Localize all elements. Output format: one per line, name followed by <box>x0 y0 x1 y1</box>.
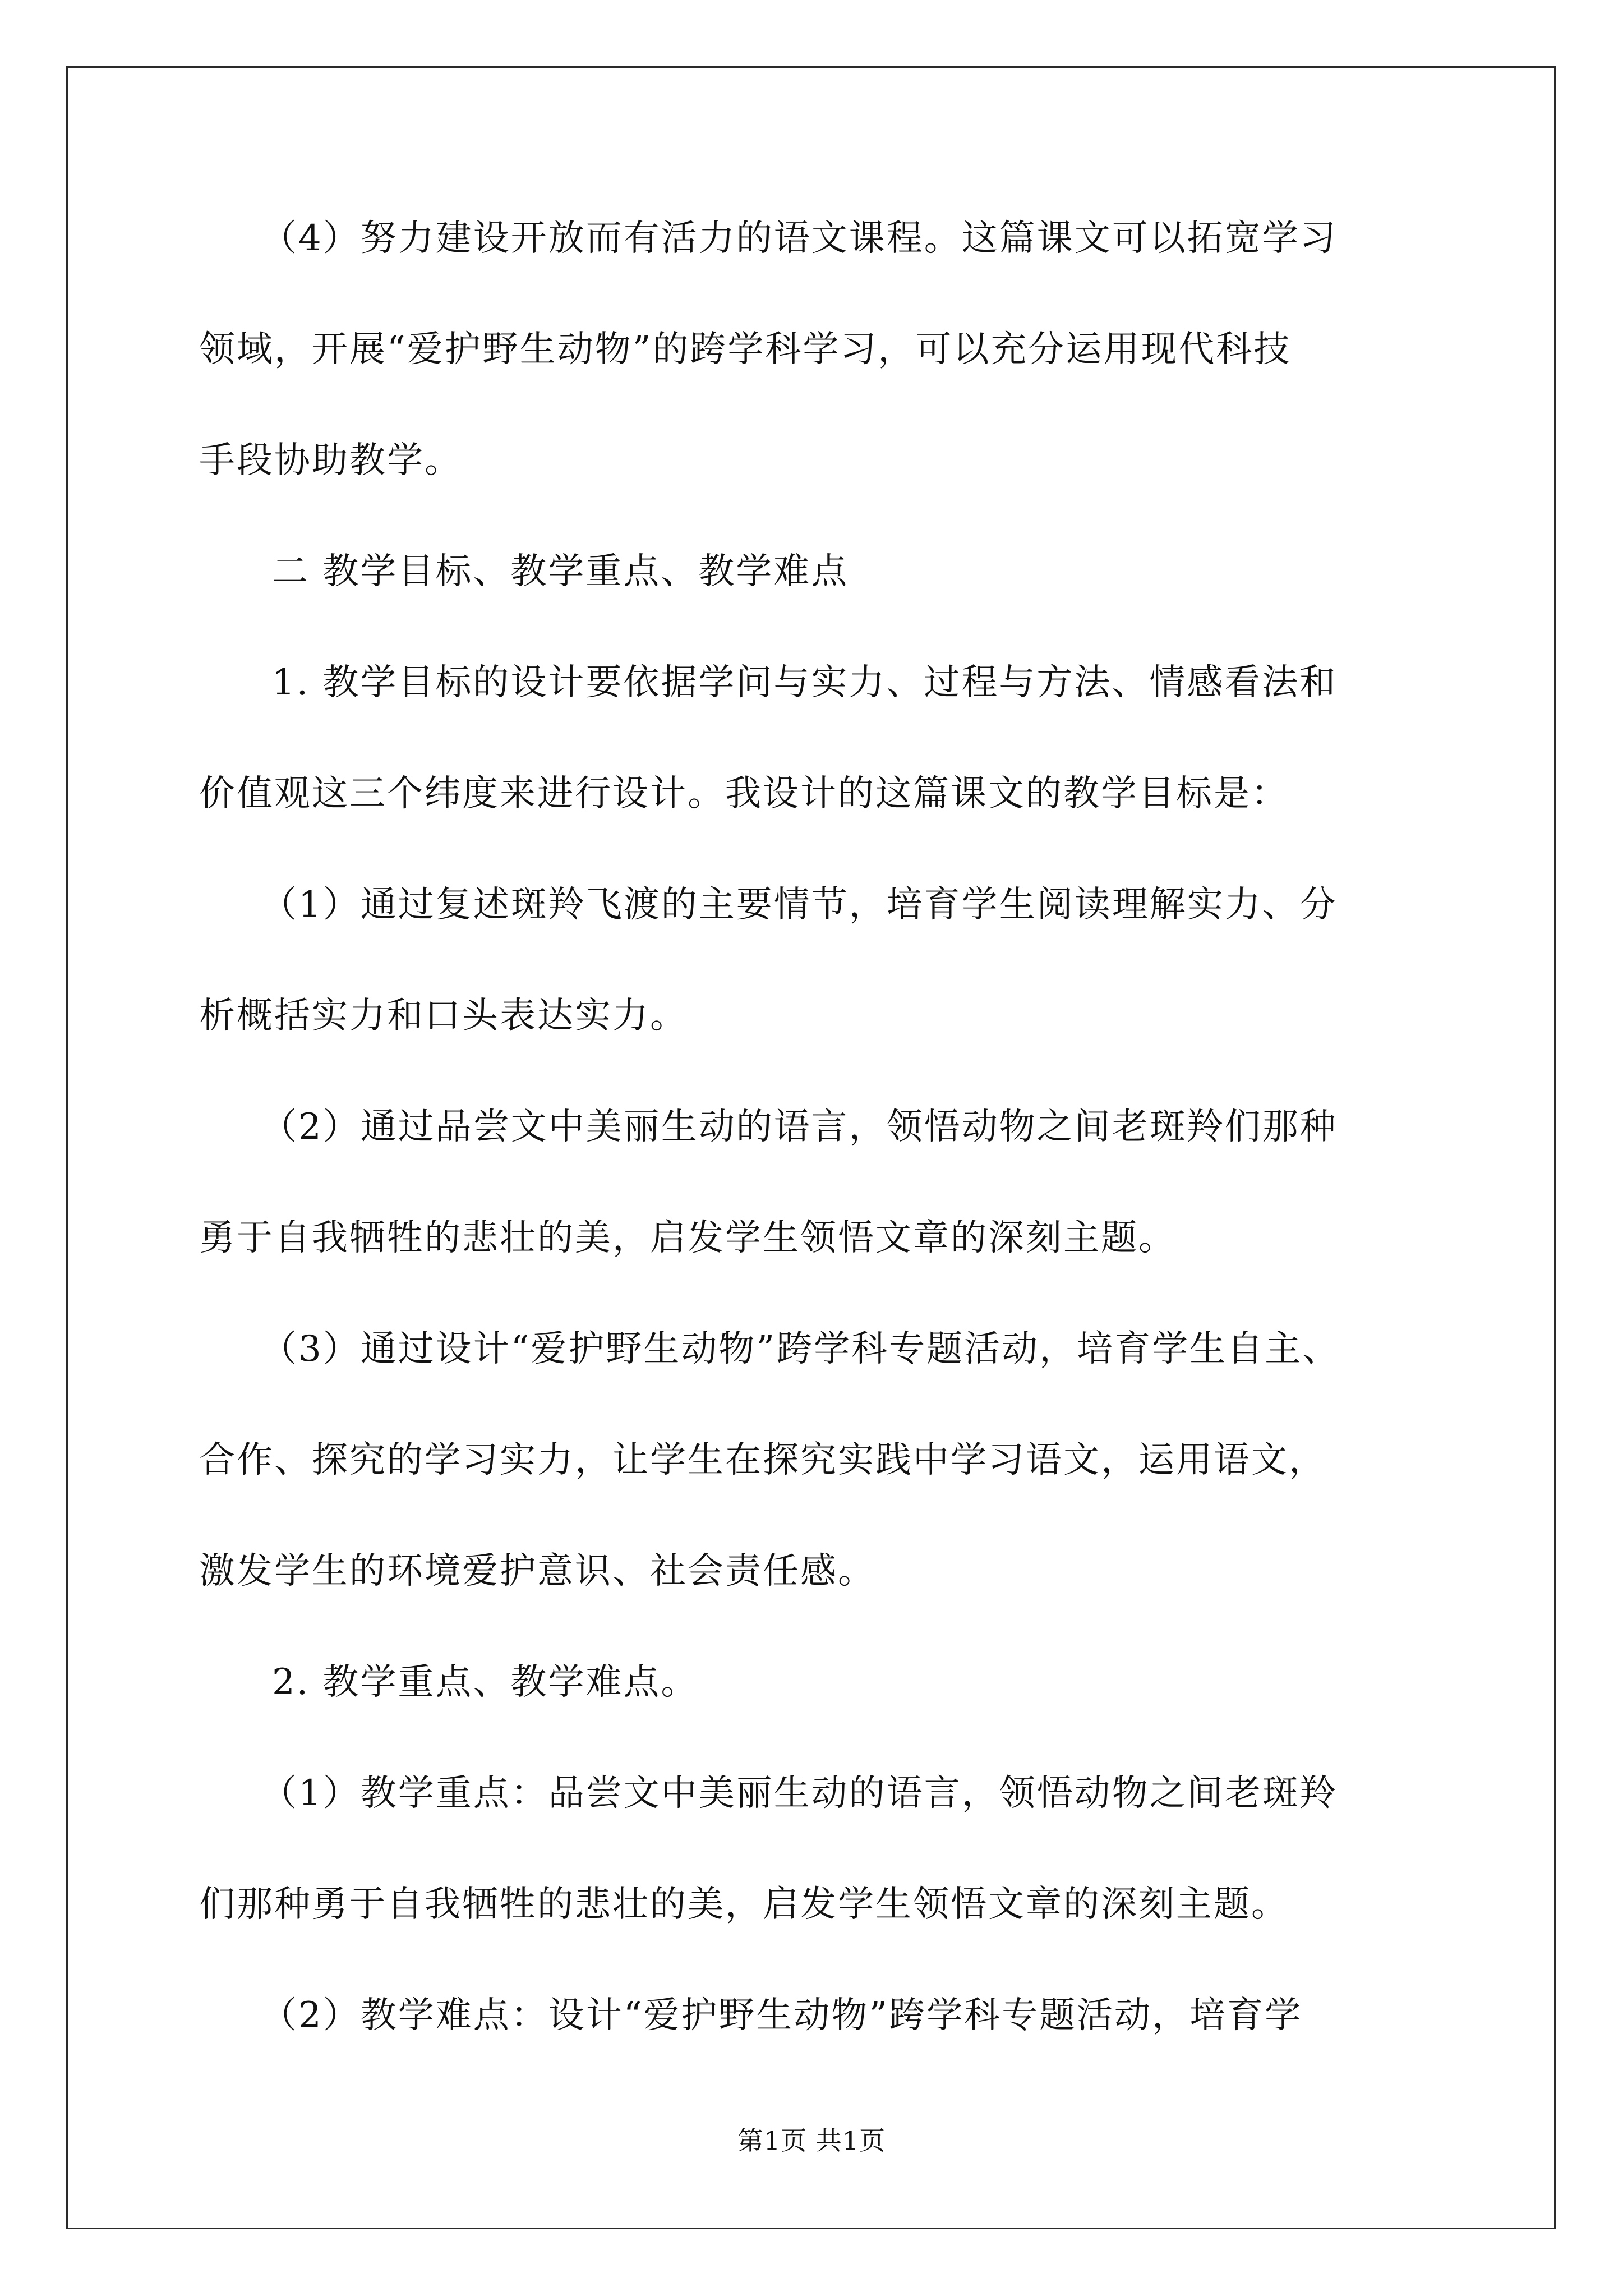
paragraph-line: （2）通过品尝文中美丽生动的语言，领悟动物之间老斑羚们那种 <box>261 1106 1338 1148</box>
paragraph-line: 勇于自我牺牲的悲壮的美，启发学生领悟文章的深刻主题。 <box>199 1217 1176 1259</box>
page-number-footer: 第1页 共1页 <box>737 2125 886 2156</box>
paragraph-line: 析概括实力和口头表达实力。 <box>199 995 688 1037</box>
paragraph-line: （4）努力建设开放而有活力的语文课程。这篇课文可以拓宽学习 <box>261 218 1338 259</box>
paragraph-line: 1. 教学目标的设计要依据学问与实力、过程与方法、情感看法和 <box>272 662 1338 703</box>
paragraph-line: 们那种勇于自我牺牲的悲壮的美，启发学生领悟文章的深刻主题。 <box>199 1884 1289 1925</box>
paragraph-line: （2）教学难点：设计“爱护野生动物”跨学科专题活动，培育学 <box>261 1995 1303 2036</box>
paragraph-line: 手段协助教学。 <box>199 440 462 481</box>
section-heading: 2. 教学重点、教学难点。 <box>272 1662 699 1703</box>
section-heading: 二 教学目标、教学重点、教学难点 <box>272 551 849 592</box>
paragraph-line: （1）通过复述斑羚飞渡的主要情节，培育学生阅读理解实力、分 <box>261 884 1338 926</box>
paragraph-line: （3）通过设计“爱护野生动物”跨学科专题活动，培育学生自主、 <box>261 1328 1340 1370</box>
paragraph-line: 合作、探究的学习实力，让学生在探究实践中学习语文，运用语文， <box>199 1439 1326 1481</box>
paragraph-line: 价值观这三个纬度来进行设计。我设计的这篇课文的教学目标是： <box>199 773 1289 815</box>
paragraph-line: 领域，开展“爱护野生动物”的跨学科学习，可以充分运用现代科技 <box>199 329 1292 370</box>
paragraph-line: （1）教学重点：品尝文中美丽生动的语言，领悟动物之间老斑羚 <box>261 1773 1338 1814</box>
paragraph-line: 激发学生的环境爱护意识、社会责任感。 <box>199 1550 875 1592</box>
